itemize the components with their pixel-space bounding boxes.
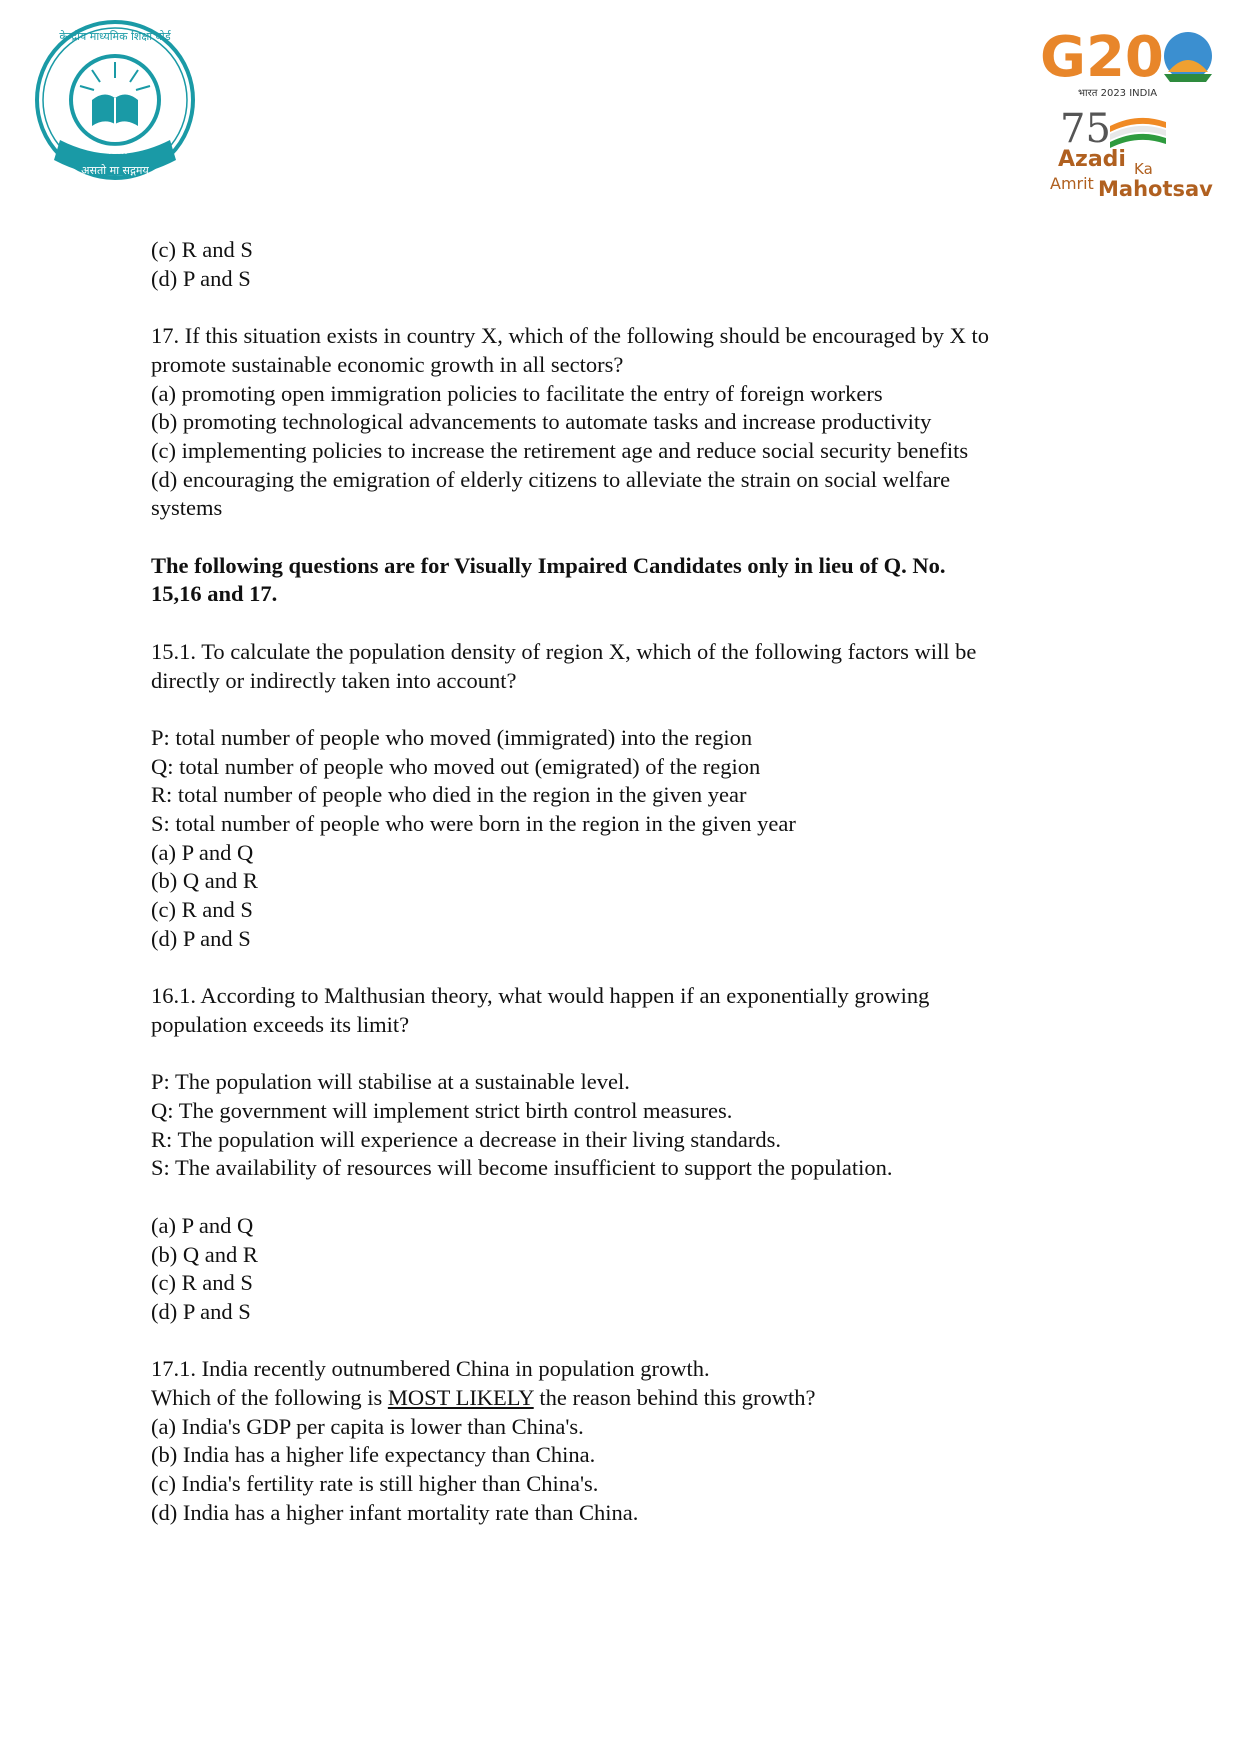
cbse-emblem-icon [30,18,200,208]
emblem-board-name: केन्द्रीय माध्यमिक शिक्षा बोर्ड [59,30,171,43]
q15-1-stem-cont: directly or indirectly taken into account? [151,667,517,693]
q17-option-c: (c) implementing policies to increase the retirement age and reduce social security benefits [151,437,969,463]
q16-1-stem: 16.1. According to Malthusian theory, what would happen if an exponentially growing [151,983,930,1009]
q15-1-option-d: (d) P and S [151,925,251,951]
q16-1-statement-q: Q: The government will implement strict birth control measures. [151,1098,733,1123]
q15-1-statement-s: S: total number of people who were born in the region in the given year [151,811,796,836]
q17-option-a: (a) promoting open immigration policies to facilitate the entry of foreign workers [151,380,883,406]
q17-option-b: (b) promoting technological advancements to automate tasks and increase productivity [151,409,932,435]
q17-option-d: (d) encouraging the emigration of elderly citizens to alleviate the strain on social welfare [151,466,951,492]
vi-note-cont: 15,16 and 17. [151,581,278,607]
q16-1-option-c: (c) R and S [151,1270,253,1296]
mahotsav-text: Mahotsav [1098,177,1213,201]
g20-azadi-logo-icon [1038,14,1218,204]
q15-1-statement-p: P: total number of people who moved (immigrated) into the region [151,724,753,750]
q15-1-option-a: (a) P and Q [151,839,254,865]
prev-option-c: (c) R and S [151,237,253,262]
emblem-motto-mid: भारत [102,143,128,158]
q15-1-option-b: (b) Q and R [151,868,258,894]
q17-option-d-cont: systems [151,495,223,521]
q16-1-option-b: (b) Q and R [151,1241,258,1267]
q16-1-option-d: (d) P and S [151,1298,251,1324]
g20-subtitle: भारत 2023 INDIA [1078,88,1158,99]
q17-stem-cont: promote sustainable economic growth in all sectors? [151,351,624,377]
q17-1-option-d: (d) India has a higher infant mortality rate than China. [151,1499,639,1525]
q16-1-statement-r: R: The population will experience a decrease in their living standards. [151,1126,782,1152]
g20-text: G20 [1040,25,1164,90]
q17-1-option-a: (a) India's GDP per capita is lower than China's. [151,1413,584,1439]
prev-option-d: (d) P and S [151,265,251,291]
q17-1-option-b: (b) India has a higher life expectancy than China. [151,1442,596,1468]
q16-1-stem-cont: population exceeds its limit? [151,1011,410,1037]
q17-1-stem-post: the reason behind this growth? [533,1385,816,1410]
q15-1-option-c: (c) R and S [151,897,253,923]
emblem-motto: असतो मा सद्गमय [81,164,149,177]
q15-1-stem: 15.1. To calculate the population density of region X, which of the following factors will be [151,638,977,664]
vi-note: The following questions are for Visually Impaired Candidates only in lieu of Q. No. [151,552,946,578]
q17-1-stem-pre: Which of the following is [151,1385,388,1410]
q17-stem: 17. If this situation exists in country X, which of the following should be encouraged by X to [151,323,989,349]
amrit-text: Amrit [1050,174,1094,193]
q16-1-statement-s: S: The availability of resources will become insufficient to support the population. [151,1155,893,1181]
seventy-five-text: 75 [1060,106,1111,152]
q17-1-stem: 17.1. India recently outnumbered China in population growth. [151,1356,710,1382]
q16-1-statement-p: P: The population will stabilise at a sustainable level. [151,1069,630,1095]
q17-1-emphasis: MOST LIKELY [387,1385,534,1410]
q17-1-stem-cont [151,1384,1101,1413]
q16-1-option-a: (a) P and Q [151,1212,254,1238]
ka-text: Ka [1134,160,1153,178]
q17-1-option-c: (c) India's fertility rate is still higher than China's. [151,1471,599,1497]
azadi-text: Azadi [1058,147,1126,172]
q15-1-statement-q: Q: total number of people who moved out (emigrated) of the region [151,753,761,779]
document-body [151,236,1101,1528]
q15-1-statement-r: R: total number of people who died in the region in the given year [151,782,747,808]
